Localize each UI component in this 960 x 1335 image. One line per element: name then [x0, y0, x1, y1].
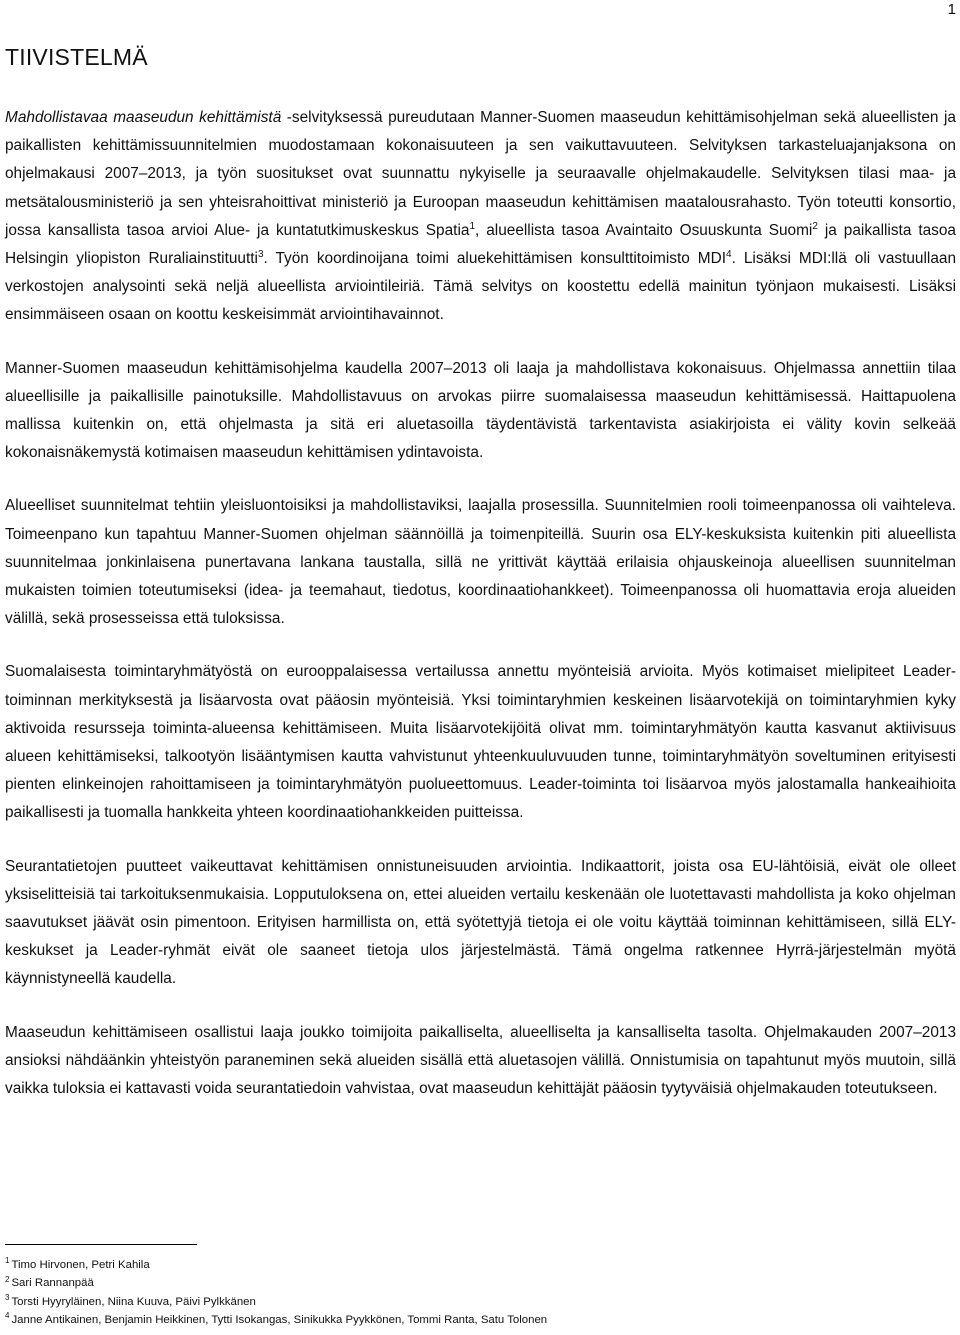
- footnote-text: Janne Antikainen, Benjamin Heikkinen, Tytti Isokangas, Sinikukka Pyykkönen, Tommi Ranta, Satu Tolonen: [11, 1313, 548, 1326]
- paragraph-text: , alueellista tasoa Avaintaito Osuuskunta Suomi: [475, 221, 813, 239]
- footnote-ref: 3: [257, 248, 264, 260]
- footnote-divider: [5, 1244, 197, 1245]
- footnote: [5, 1293, 547, 1311]
- footnote-number: 3: [5, 1292, 10, 1302]
- paragraph-text: -selvityksessä pureudutaan Manner-Suomen maaseudun kehittämisohjelman sekä alueellisten ja paikallisten kehittämissuunnitelmien muodostamaan kokonaisuuteen ja sen vaikuttavuuteen. Selvityksen tarkasteluajanjaksona on ohjelmakausi 2007–2013, ja työn suositukset ovat suunnattu nykyiselle ja seuraavalle ohjelmakaudelle. Selvityksen tilasi maa- ja metsätalousministeriö ja sen yhteisrahoittivat ministeriö ja Euroopan maaseudun kehittämisen maatalousrahasto. Työn toteutti konsortio, jossa kansallista tasoa arvioi Alue- ja kuntatutkimuskeskus Spatia: [5, 109, 956, 239]
- paragraph: Seurantatietojen puutteet vaikeuttavat kehittämisen onnistuneisuuden arviointia. Indikaattorit, joista osa EU-lähtöisiä, eivät ole olleet yksiselitteisiä tai tarkoituksenmukaisia. Lopputuloksena on, ettei alueiden vertailu keskenään ole luotettavasti mahdollista ja koko ohjelman saavutukset jäävät osin pimentoon. Erityisen harmillista on, että syötettyjä tietoja ei ole voitu käyttää toiminnan kehittämiseen, sillä ELY-keskukset ja Leader-ryhmät eivät ole saaneet tietoja ulos järjestelmästä. Tämä ongelma ratkennee Hyrrä-järjestelmän myötä käynnistyneellä kaudella.: [5, 857, 956, 988]
- footnote: [5, 1256, 547, 1274]
- footnote-text: Sari Rannanpää: [11, 1277, 94, 1290]
- paragraph-text: ja paikallista tasoa Helsingin yliopiston Ruraliainstituutti: [5, 221, 956, 268]
- footnote-number: 4: [5, 1311, 10, 1321]
- footnote-number: 1: [5, 1256, 10, 1266]
- paragraph: Alueelliset suunnitelmat tehtiin yleisluontoisiksi ja mahdollistaviksi, laajalla prosessilla. Suunnitelmien rooli toimeenpanossa oli vaihteleva. Toimeenpano kun tapahtuu Manner-Suomen ohjelman säännöillä ja toimenpiteillä. Suurin osa ELY-keskuksista kuitenkin piti alueellista suunnitelmaa jonkinlaisena punertavana lankana taustalla, sillä ne yrittivät käyttää erilaisia ohjauskeinoja alueellisen suunnitelman mukaisten toimien toteutumiseksi (idea- ja teemahaut, tiedotus, koordinaatiohankkeet). Toimeenpanossa oli huomattavia eroja alueiden välillä, sekä prosesseissa että tuloksissa.: [5, 497, 956, 628]
- footnote-ref: 4: [726, 248, 732, 260]
- abstract-body: [5, 104, 956, 1103]
- footnote-ref: 1: [469, 220, 475, 232]
- paragraph: Manner-Suomen maaseudun kehittämisohjelma kaudella 2007–2013 oli laaja ja mahdollistava kokonaisuus. Ohjelmassa annettiin tilaa alueellisille ja paikallisille painotuksille. Mahdollistavuus on arvokas piirre suomalaisessa maaseudun kehittämisessä. Haittapuolena mallissa kuitenkin on, että ohjelmasta ja sitä eri aluetasoilla täydentävistä tarkentavista asiakirjoista ei välity kovin selkeää kokonaisnäkemystä kotimaisen maaseudun kehittämisen ydintavoista.: [5, 359, 956, 462]
- footnote-number: 2: [5, 1274, 10, 1284]
- footnote-text: Timo Hirvonen, Petri Kahila: [11, 1259, 150, 1271]
- footnote-text: Torsti Hyyryläinen, Niina Kuuva, Päivi Pylkkänen: [11, 1295, 256, 1308]
- footnote-ref: 2: [812, 220, 818, 232]
- footnote: [5, 1311, 547, 1329]
- page-title: TIIVISTELMÄ: [5, 44, 148, 70]
- page-number: 1: [947, 1, 956, 18]
- paragraph: Suomalaisesta toimintaryhmätyöstä on eurooppalaisessa vertailussa annettu myönteisiä arvioita. Myös kotimaiset mielipiteet Leader-toiminnan merkityksestä ja lisäarvosta ovat pääosin myönteisiä. Yksi toimintaryhmien keskeinen lisäarvotekijä on toimintaryhmien kyky aktivoida resursseja toiminta-alueensa kehittämiseen. Muita lisäarvotekijöitä olivat mm. toimintaryhmätyön kautta kasvanut aktiivisuus alueen kehittämiseksi, talkootyön lisääntymisen kautta vahvistunut yhteenkuuluvuuden tunne, toimintaryhmätyön soveltuminen erityisesti pienten elinkeinojen rahoittamiseen ja toimintaryhmätyön puolueettomuus. Leader-toiminta toi lisäarvoa myös jalostamalla hankeaihioita paikallisesti ja tuomalla hankkeita yhteen koordinaatiohankkeiden puitteissa.: [5, 663, 956, 822]
- paragraph-text: . Lisäksi MDI:llä oli vastuullaan verkostojen analysointi sekä neljä alueellista arviointileiriä. Tämä selvitys on koostettu edellä mainitun työnjaon mukaisesti. Lisäksi ensimmäiseen osaan on koottu keskeisimmät arviointihavainnot.: [5, 250, 957, 324]
- paragraph-intro: [5, 104, 956, 330]
- footnote: [5, 1274, 547, 1292]
- footnotes: [5, 1256, 547, 1329]
- paragraph-text: . Työn koordinoijana toimi aluekehittämisen konsulttitoimisto MDI: [263, 250, 727, 268]
- study-title: Mahdollistavaa maaseudun kehittämistä: [5, 109, 282, 126]
- paragraph: Maaseudun kehittämiseen osallistui laaja joukko toimijoita paikalliselta, alueelliselta ja kansalliselta tasolta. Ohjelmakauden 2007–2013 ansioksi nähdäänkin yhteistyön paraneminen sekä alueiden sisällä että aluetasojen välillä. Onnistumisia on tapahtunut myös muutoin, sillä vaikka tuloksia ei kattavasti voida seurantatiedoin vahvistaa, ovat maaseudun kehittäjät pääosin tyytyväisiä ohjelmakauden toteutukseen.: [5, 1023, 956, 1098]
